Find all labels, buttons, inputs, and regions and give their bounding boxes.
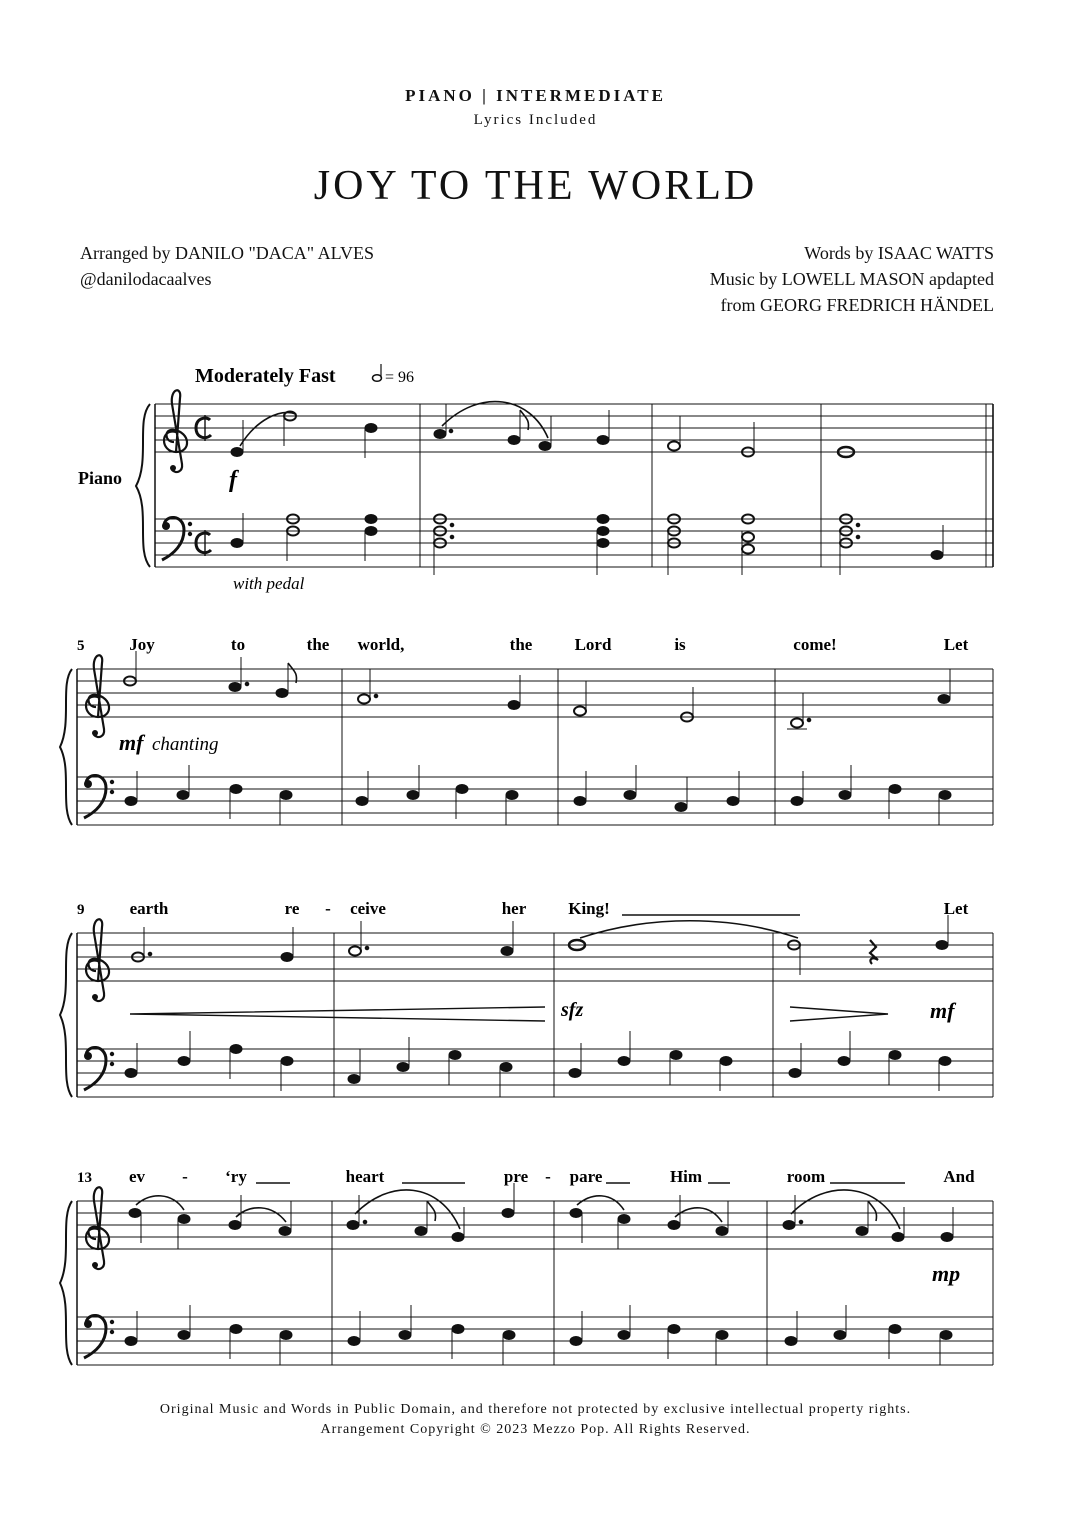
lyric-syllable: heart [345,1167,385,1186]
lyric-syllable: earth [129,899,169,918]
lyric-syllable: Joy [129,635,155,654]
lyric-syllable: Him [669,1167,703,1186]
lyric-syllable: Lord [574,635,612,654]
lyric-syllable: the [509,635,533,654]
tempo-text: Moderately Fast [195,365,336,387]
dynamic-mezzo-forte: mf [119,730,144,755]
system-3 [60,899,993,1097]
measure-number-13: 13 [77,1170,92,1186]
expression-chanting: chanting [152,734,219,755]
lyrics-included-note: Lyrics Included [473,112,598,128]
public-domain-notice: Original Music and Words in Public Domain, and therefore not protected by exclusive intellectual property rights. [159,1402,912,1417]
lyric-syllable: King! [568,899,610,918]
lyric-syllable: ev [128,1167,146,1186]
lyric-syllable: pre [503,1167,529,1186]
arranger-handle: @danilodacaalves [80,269,212,289]
arrangement-copyright: Arrangement Copyright © 2023 Mezzo Pop. All Rights Reserved. [320,1422,751,1437]
lyric-syllable: to [230,635,246,654]
dynamic-forte: f [229,467,237,493]
lyric-syllable: - [545,1167,551,1186]
song-title: JOY TO THE WORLD [313,163,758,209]
crescendo-hairpin [130,1007,545,1021]
dynamic-sforzando: sfz [561,999,584,1021]
source-credit: from GEORG FREDRICH HÄNDEL [720,295,994,315]
lyric-syllable: room [786,1167,826,1186]
arranger-name: Arranged by DANILO "DACA" ALVES [80,243,375,263]
words-credit: Words by ISAAC WATTS [804,243,994,263]
lyric-syllable: Let [943,899,969,918]
lyric-syllable: - [182,1167,188,1186]
instrument-label: Piano [78,468,123,488]
lyric-syllable: ‘ry [225,1167,247,1186]
lyric-syllable: come! [793,635,837,654]
tempo-value: = 96 [385,369,415,386]
lyric-syllable: pare [569,1167,603,1186]
lyric-syllable: the [306,635,330,654]
copyright-footer [0,1400,1071,1440]
lyric-syllable: ceive [350,899,386,918]
pedal-marking: with pedal [233,574,305,593]
music-credit: Music by LOWELL MASON apdapted [709,269,994,289]
measure-number-5: 5 [77,638,85,654]
decrescendo-hairpin [790,1007,888,1021]
lyrics-line-2 [130,899,969,918]
system-4 [60,1167,993,1365]
measure-number-9: 9 [77,902,85,918]
system-1 [78,364,993,593]
lyric-syllable: is [674,635,686,654]
edition-label: PIANO | INTERMEDIATE [405,86,666,105]
lyric-syllable: Let [943,635,969,654]
quarter-rest-icon [870,940,878,964]
dynamic-mezzo-piano: mp [932,1261,961,1286]
lyric-syllable: re [284,899,300,918]
lyric-syllable: And [943,1167,975,1186]
lyric-syllable: - [325,899,331,918]
half-note-icon [373,364,382,381]
lyric-syllable: world, [357,635,405,654]
dynamic-mezzo-forte-2: mf [930,998,955,1023]
lyric-syllable: her [501,899,527,918]
lyrics-line-1 [129,635,968,654]
system-2 [60,635,993,825]
